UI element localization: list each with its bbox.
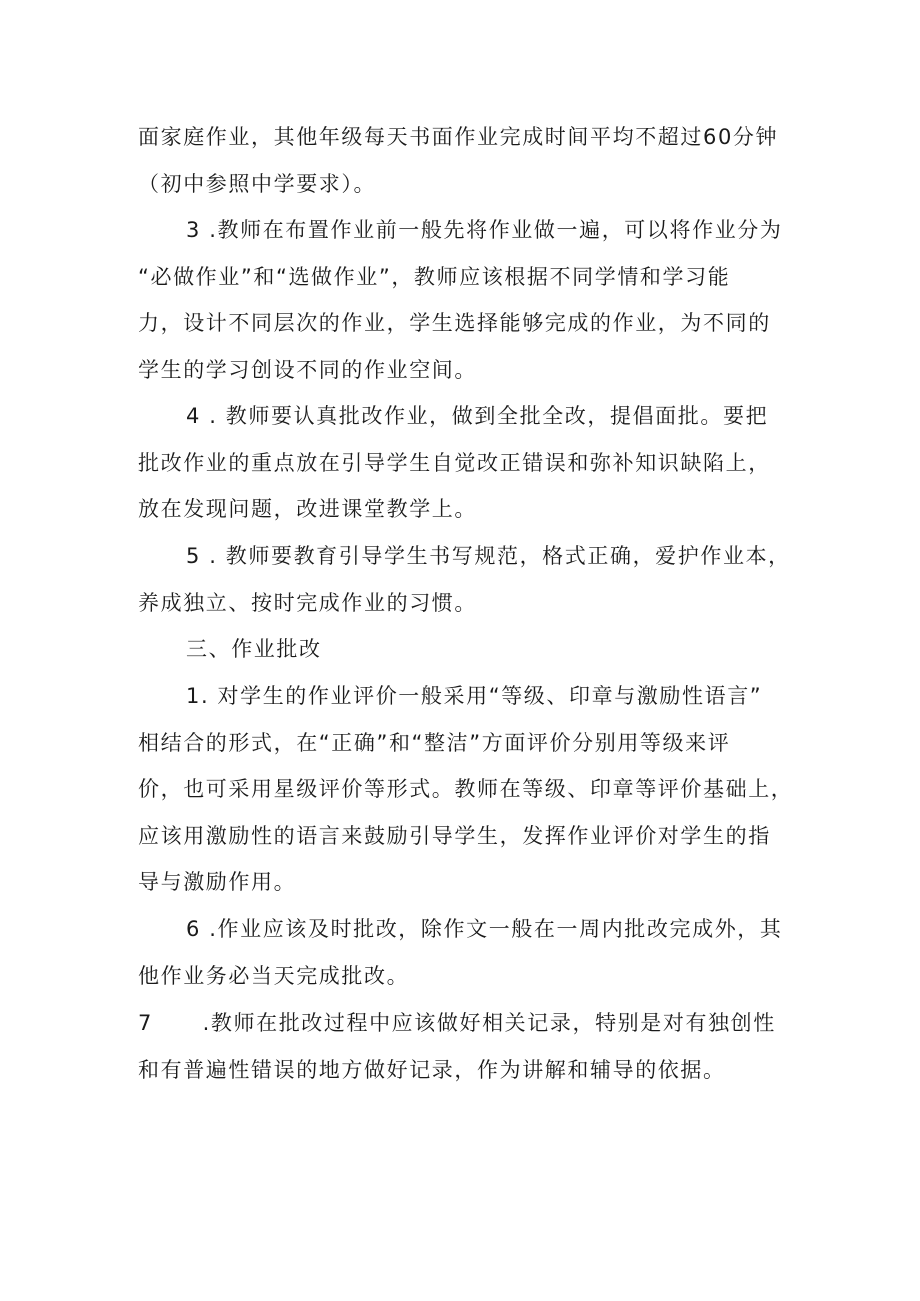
text-line: 导与激励作用。: [138, 870, 297, 894]
text-line: （初中参照中学要求）。: [138, 171, 377, 196]
section-heading: 三、作业批改: [186, 637, 322, 661]
paragraph-item-4: [138, 393, 798, 533]
text-line: 价，也可采用星级评价等形式。教师在等级、印章等评价基础上，: [138, 777, 794, 801]
text-line: 面家庭作业，其他年级每天书面作业完成时间平均不超过60分钟: [138, 125, 779, 149]
text-line: 学生的学习创设不同的作业空间。: [138, 357, 477, 382]
text-line: 放在发现问题，改进课堂教学上。: [138, 497, 477, 521]
text-line: 他作业务必当天完成批改。: [138, 963, 410, 988]
text-line: 和有普遍性错误的地方做好记录，作为讲解和辅导的依据。: [138, 1057, 726, 1082]
paragraph-item-6: [138, 906, 798, 999]
text-line: 1. 对学生的作业评价一般采用“等级、印章与激励性语言”: [186, 684, 763, 708]
text-line: 5 . 教师要教育引导学生书写规范，格式正确，爱护作业本，: [186, 544, 791, 568]
paragraph-item-5: [138, 533, 798, 626]
text-line: 6 .作业应该及时批改，除作文一般在一周内批改完成外，其: [186, 917, 783, 941]
text-line: 力，设计不同层次的作业，学生选择能够完成的作业，为不同的: [138, 311, 771, 335]
paragraph-item-7: [138, 1000, 798, 1093]
text-line: “必做作业”和“选做作业”，教师应该根据不同学情和学习能: [138, 264, 731, 289]
paragraph-homework-time: [138, 114, 798, 207]
text-line: 7 .教师在批改过程中应该做好相关记录，特别是对有独创性: [138, 1011, 776, 1035]
text-line: 3 .教师在布置作业前一般先将作业做一遍，可以将作业分为: [186, 218, 783, 242]
text-line: 应该用激励性的语言来鼓励引导学生，发挥作业评价对学生的指: [138, 823, 771, 848]
text-line: 养成独立、按时完成作业的习惯。: [138, 590, 477, 615]
text-line: 4 . 教师要认真批改作业，做到全批全改，提倡面批。要把: [186, 404, 769, 428]
paragraph-item-1-evaluation: [138, 673, 798, 906]
text-line: 批改作业的重点放在引导学生自觉改正错误和弥补知识缺陷上，: [138, 450, 771, 475]
paragraph-item-3: [138, 207, 798, 393]
text-line: 相结合的形式，在“正确”和“整洁”方面评价分别用等级来评: [138, 730, 731, 755]
